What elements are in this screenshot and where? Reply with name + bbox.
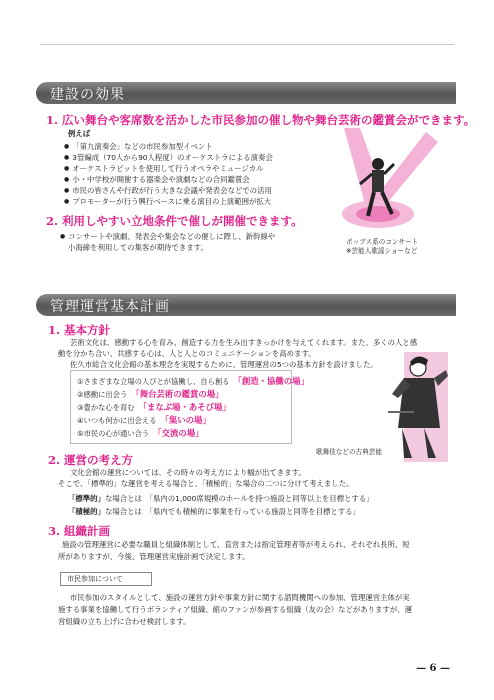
section-title: 管理運営基本計画 — [50, 299, 170, 315]
list-item: ● 市民の皆さんや行政が行う大きな会議や発表会などでの活用 — [64, 185, 272, 196]
top-rule — [40, 44, 454, 45]
kabuki-actor-illustration — [384, 352, 448, 462]
policy-item: ③豊かな心を育む 「まなぶ場・あそび場」 — [77, 402, 231, 412]
paragraph-line: 動を分かち合い、共感する心は、人と人とのコミュニケーションを高めます。 — [58, 349, 316, 358]
paragraph-line: そこで、「標準的」な運営を考える場合と、「積極的」な場合の二つに分けて考えました。 — [58, 479, 354, 488]
list-item-cont: 小海線を利用しての集客が期待できます。 — [68, 243, 208, 252]
concert-caption-note: ※芸能人歌謡ショーなど — [346, 247, 418, 255]
active-case: 「積極的」な場合とは 「県内でも積極的に事業を行っている施設と同等を目標とする」 — [68, 507, 360, 516]
policy-item: ④いつも何かに出会える 「集いの場」 — [77, 415, 211, 425]
effect-heading-1: 1. 広い舞台や客席数を活かした市民参加の催し物や舞台芸術の鑑賞会ができます。 — [46, 113, 476, 127]
paragraph-line: 所がありますが、今後、管理運営実施計画で決定します。 — [58, 552, 250, 561]
example-label: 例えば — [68, 129, 91, 138]
section-title: 建設の効果 — [50, 87, 125, 103]
list-item: ● コンサートや演劇、発表会や集会などの催しに際し、新幹線や — [60, 231, 275, 242]
paragraph-line: 市民参加のスタイルとして、施設の運営方針や事業方針に関する諮問機関への参加、管理運営主体が実 — [70, 593, 410, 602]
policy-item: ①さまざまな立場の人びとが協働し、自ら創る 「創造・協働の場」 — [77, 376, 309, 386]
operation-heading: 2. 運営の考え方 — [48, 453, 134, 467]
paragraph-line: 佐久市総合文化会館の基本理念を実現するために、管理運営の5つの基本方針を設けました。 — [70, 360, 378, 369]
section-bar-management — [36, 294, 456, 316]
paragraph-line: 芸術文化は、感動する心を育み、創造する力を生み出すきっかけを与えてくれます。また、多くの人と感 — [70, 338, 418, 347]
list-item: ● プロモーターが行う興行ベースに乗る演目の上演範囲が拡大 — [64, 196, 271, 207]
kabuki-caption: 歌舞伎などの古典芸能 — [316, 448, 382, 456]
list-item: ● 小・中学校が開催する器楽会や演劇などの合同鑑賞会 — [64, 174, 250, 185]
concert-singer-illustration — [326, 128, 438, 236]
policy-heading: 1. 基本方針 — [48, 323, 111, 337]
policy-item: ②感動に出会う 「舞台芸術の鑑賞の場」 — [77, 389, 224, 399]
policy-item: ⑤市民の心が通い合う 「交流の場」 — [77, 428, 204, 438]
page-number: — 6 — — [416, 663, 450, 674]
section-bar-effects — [36, 82, 456, 104]
paragraph-line: 文化会館の運営については、その時々の考え方により幅が出てきます。 — [70, 468, 306, 477]
effect-heading-2: 2. 利用しやすい立地条件で催しが開催できます。 — [46, 214, 303, 228]
policy-list-box — [70, 370, 309, 444]
concert-caption: ポップス系のコンサート — [346, 238, 419, 246]
paragraph-line: 営組織の立ち上げに合わせ検討します。 — [58, 617, 191, 626]
list-item: ● 3管編成（70人から90人程度）のオーケストラによる演奏会 — [64, 152, 273, 163]
list-item: ● 「第九演奏会」などの市民参加型イベント — [64, 141, 213, 152]
paragraph-line: 施する事業を協働して行うボランティア組織、館のファンが参画する組織（友の会）などがありますが、運 — [58, 605, 413, 614]
list-item: ● オーケストラピットを使用して行うオペラやミュージカル — [64, 163, 264, 174]
paragraph-line: 施設の管理運営に必要な職員と組織体制として、直営または指定管理者等が考えられ、それぞれ長所、短 — [62, 540, 410, 549]
standard-case: 「標準的」な場合とは 「県内の1,000席規模のホールを持つ施設と同等以上を目標とする」 — [68, 494, 374, 503]
organization-heading: 3. 組織計画 — [48, 524, 111, 538]
citizen-participation-label: 市民参加について — [60, 572, 152, 586]
